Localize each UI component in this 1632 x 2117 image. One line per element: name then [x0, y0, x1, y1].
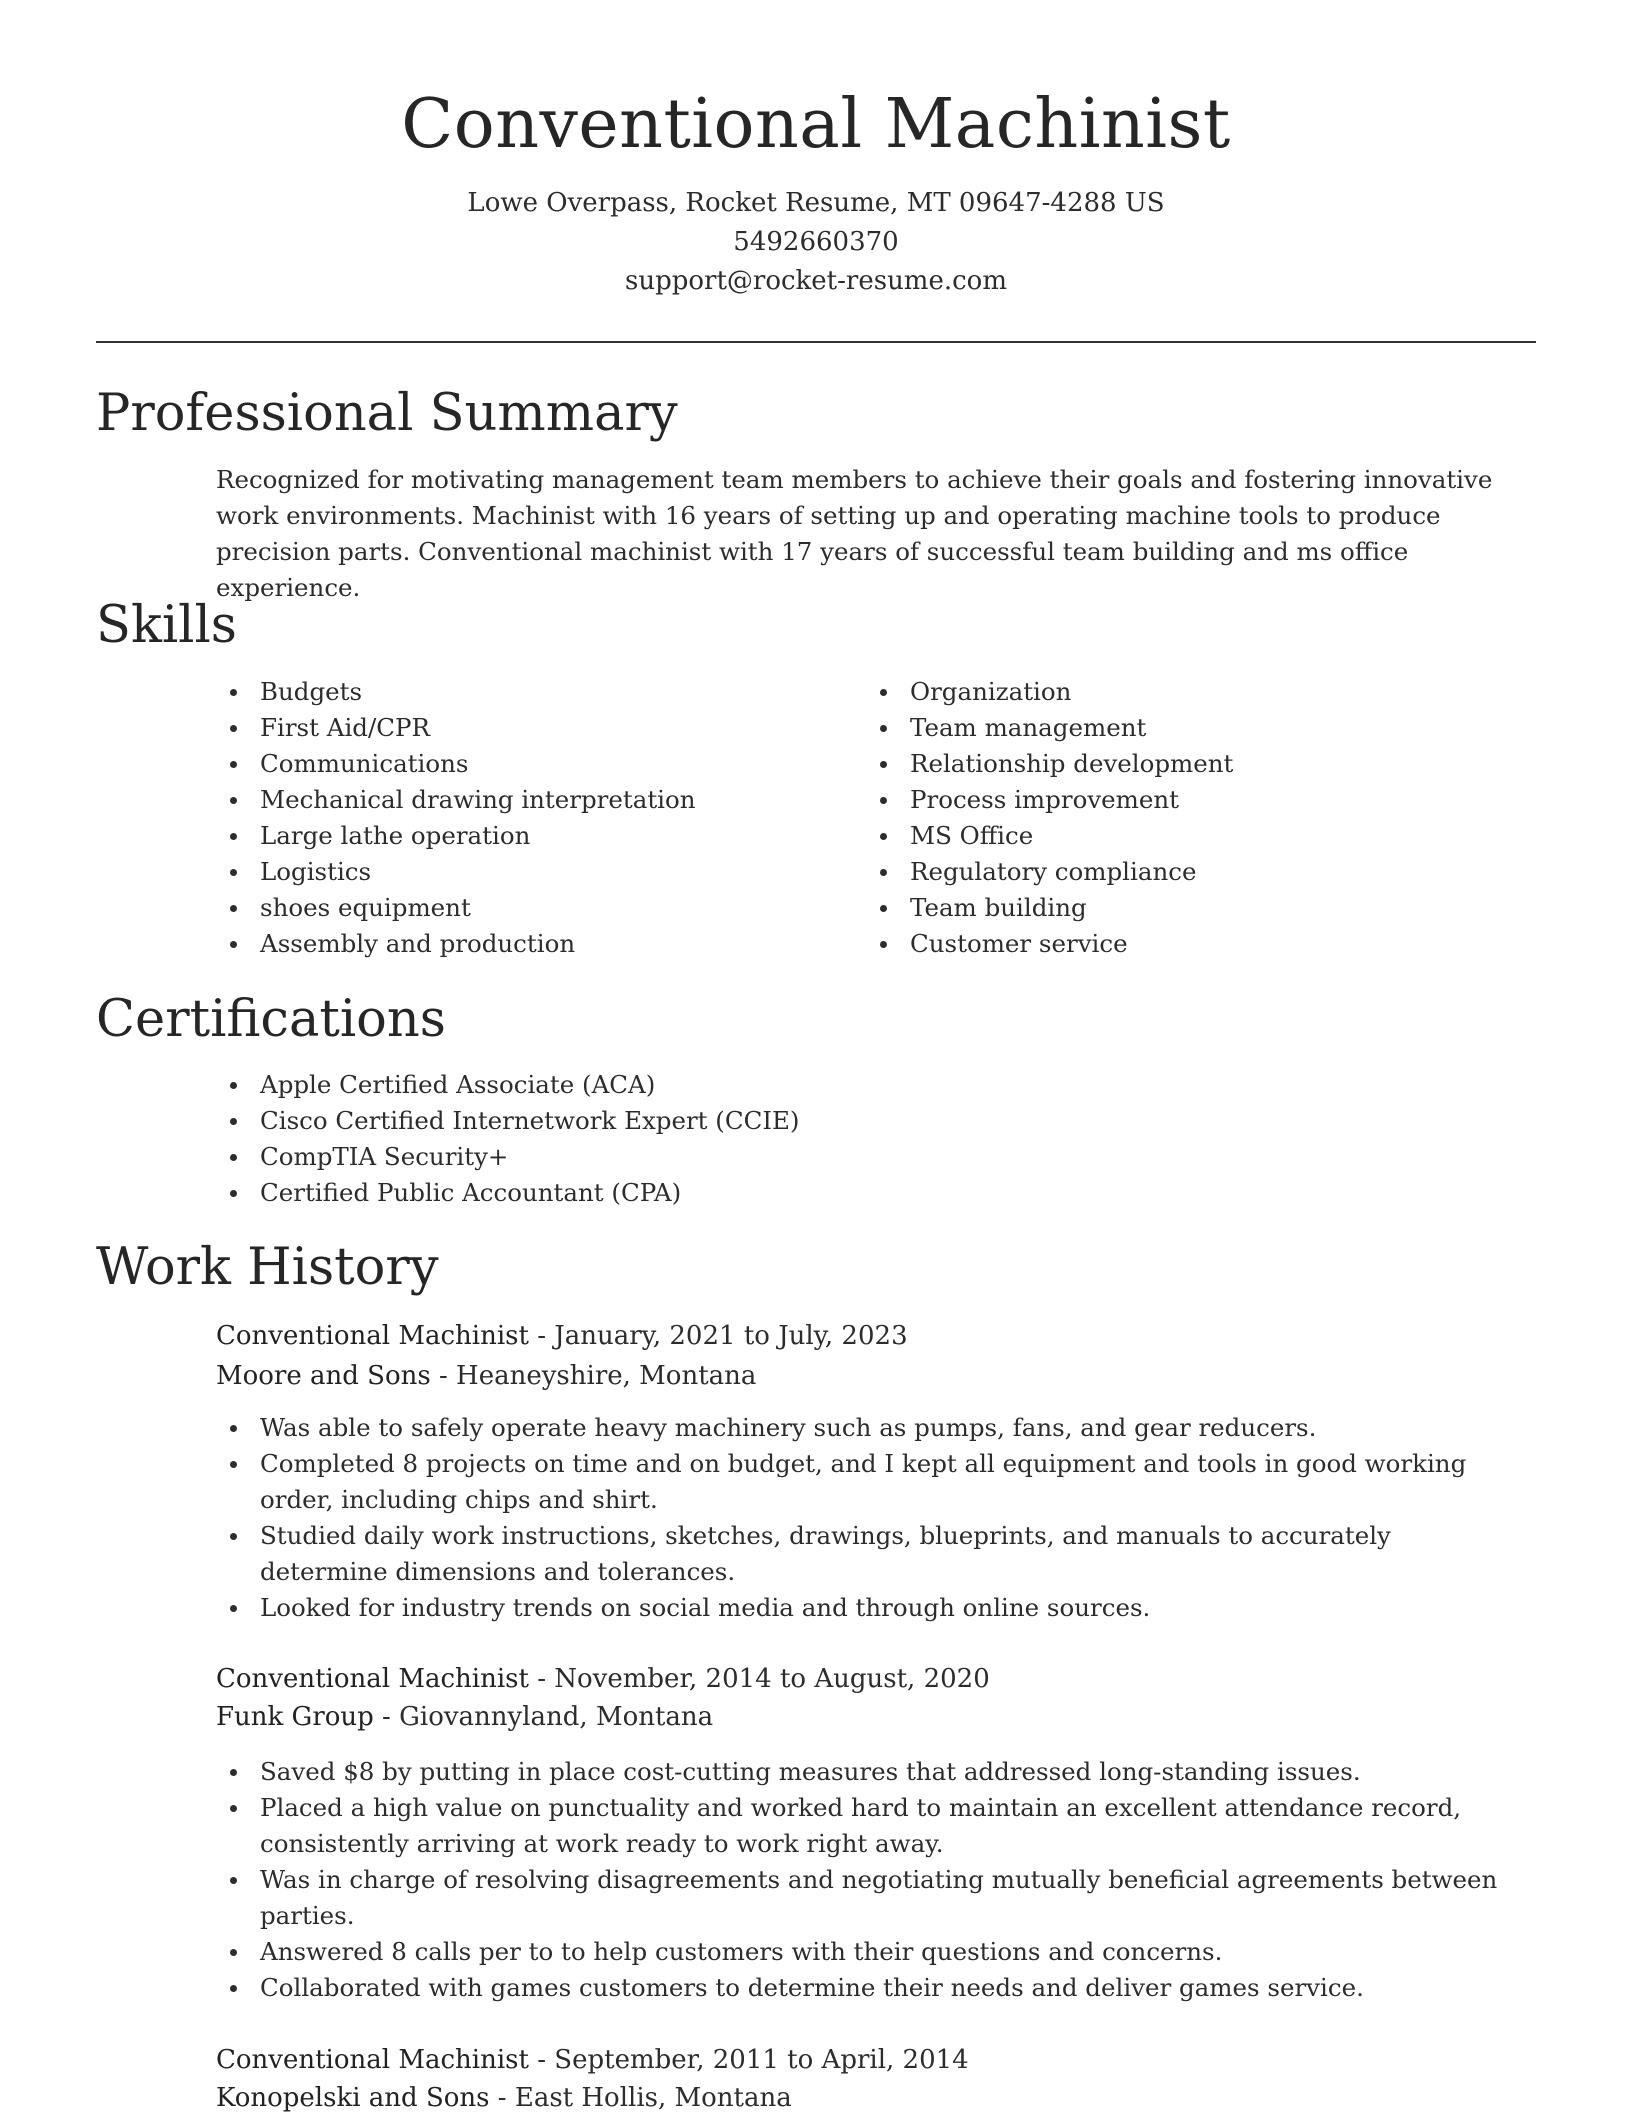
list-item: Large lathe operation [216, 818, 816, 854]
job-bullets [216, 1410, 1516, 1626]
summary-heading: Professional Summary [96, 384, 678, 443]
list-item: Process improvement [866, 782, 1506, 818]
list-item: Saved $8 by putting in place cost-cutting measures that addressed long-standing issues. [216, 1754, 1516, 1790]
job-location: East Hollis, Montana [514, 2083, 792, 2113]
job-location: Giovannyland, Montana [399, 1702, 714, 1732]
list-item: Budgets [216, 674, 816, 710]
list-item: CompTIA Security+ [216, 1139, 1536, 1175]
job-title-line: Conventional Machinist - September, 2011 to April, 2014 [216, 2045, 969, 2075]
list-item: Team management [866, 710, 1506, 746]
list-item: Cisco Certified Internetwork Expert (CCIE) [216, 1103, 1536, 1139]
job-title: Conventional Machinist [216, 1664, 529, 1694]
contact-info [0, 184, 1632, 301]
list-item: Communications [216, 746, 816, 782]
job-bullets [216, 1754, 1516, 2006]
job-dates: September, 2011 to April, 2014 [554, 2045, 969, 2075]
job-title: Conventional Machinist [216, 1321, 529, 1351]
summary-text: Recognized for motivating management team members to achieve their goals and fostering innovative work environments. Machinist with 16 years of setting up and operating machine tools to produce precision parts. Conventional machinist with 17 years of successful team building and ms office experience. [216, 465, 1493, 602]
list-item: Team building [866, 890, 1506, 926]
list-item: Collaborated with games customers to determine their needs and deliver games service. [216, 1970, 1516, 2006]
contact-address: Lowe Overpass, Rocket Resume, MT 09647-4288 US [467, 188, 1165, 218]
job-company-line: Konopelski and Sons - East Hollis, Montana [216, 2083, 792, 2113]
contact-email: support@rocket-resume.com [624, 266, 1007, 296]
certifications-heading: Certifications [96, 990, 446, 1049]
list-item: Relationship development [866, 746, 1506, 782]
list-item: Organization [866, 674, 1506, 710]
list-item: Certified Public Accountant (CPA) [216, 1175, 1536, 1211]
job-title-line: Conventional Machinist - November, 2014 to August, 2020 [216, 1664, 990, 1694]
list-item: Answered 8 calls per to to help customers with their questions and concerns. [216, 1934, 1516, 1970]
list-item: MS Office [866, 818, 1506, 854]
job-company-line: Moore and Sons - Heaneyshire, Montana [216, 1361, 757, 1391]
list-item: Studied daily work instructions, sketches, drawings, blueprints, and manuals to accurately determine dimensions and tolerances. [216, 1518, 1516, 1590]
job-title-line: Conventional Machinist - January, 2021 to July, 2023 [216, 1321, 908, 1351]
candidate-name: Conventional Machinist [401, 85, 1231, 164]
list-item: shoes equipment [216, 890, 816, 926]
list-item: Mechanical drawing interpretation [216, 782, 816, 818]
list-item: Was able to safely operate heavy machinery such as pumps, fans, and gear reducers. [216, 1410, 1516, 1446]
job-location: Heaneyshire, Montana [456, 1361, 757, 1391]
list-item: Customer service [866, 926, 1506, 962]
resume-header [0, 80, 1632, 301]
list-item: Placed a high value on punctuality and worked hard to maintain an excellent attendance record, consistently arriving at work ready to work right away. [216, 1790, 1516, 1862]
job-company: Funk Group [216, 1702, 374, 1732]
list-item: Apple Certified Associate (ACA) [216, 1067, 1536, 1103]
job-dates: January, 2021 to July, 2023 [554, 1321, 908, 1351]
job-company: Konopelski and Sons [216, 2083, 490, 2113]
job-title: Conventional Machinist [216, 2045, 529, 2075]
job-company-line: Funk Group - Giovannyland, Montana [216, 1702, 714, 1732]
certifications-list [216, 1067, 1536, 1211]
list-item: Assembly and production [216, 926, 816, 962]
list-item: Looked for industry trends on social media and through online sources. [216, 1590, 1516, 1626]
skills-heading: Skills [96, 596, 237, 655]
list-item: First Aid/CPR [216, 710, 816, 746]
work-history-heading: Work History [96, 1238, 439, 1297]
contact-phone: 5492660370 [733, 227, 899, 257]
list-item: Regulatory compliance [866, 854, 1506, 890]
header-divider [96, 341, 1536, 343]
skills-list-left [216, 674, 816, 962]
job-dates: November, 2014 to August, 2020 [554, 1664, 990, 1694]
list-item: Completed 8 projects on time and on budget, and I kept all equipment and tools in good working order, including chips and shirt. [216, 1446, 1516, 1518]
list-item: Was in charge of resolving disagreements and negotiating mutually beneficial agreements between parties. [216, 1862, 1516, 1934]
skills-list-right [866, 674, 1506, 962]
list-item: Logistics [216, 854, 816, 890]
job-company: Moore and Sons [216, 1361, 431, 1391]
